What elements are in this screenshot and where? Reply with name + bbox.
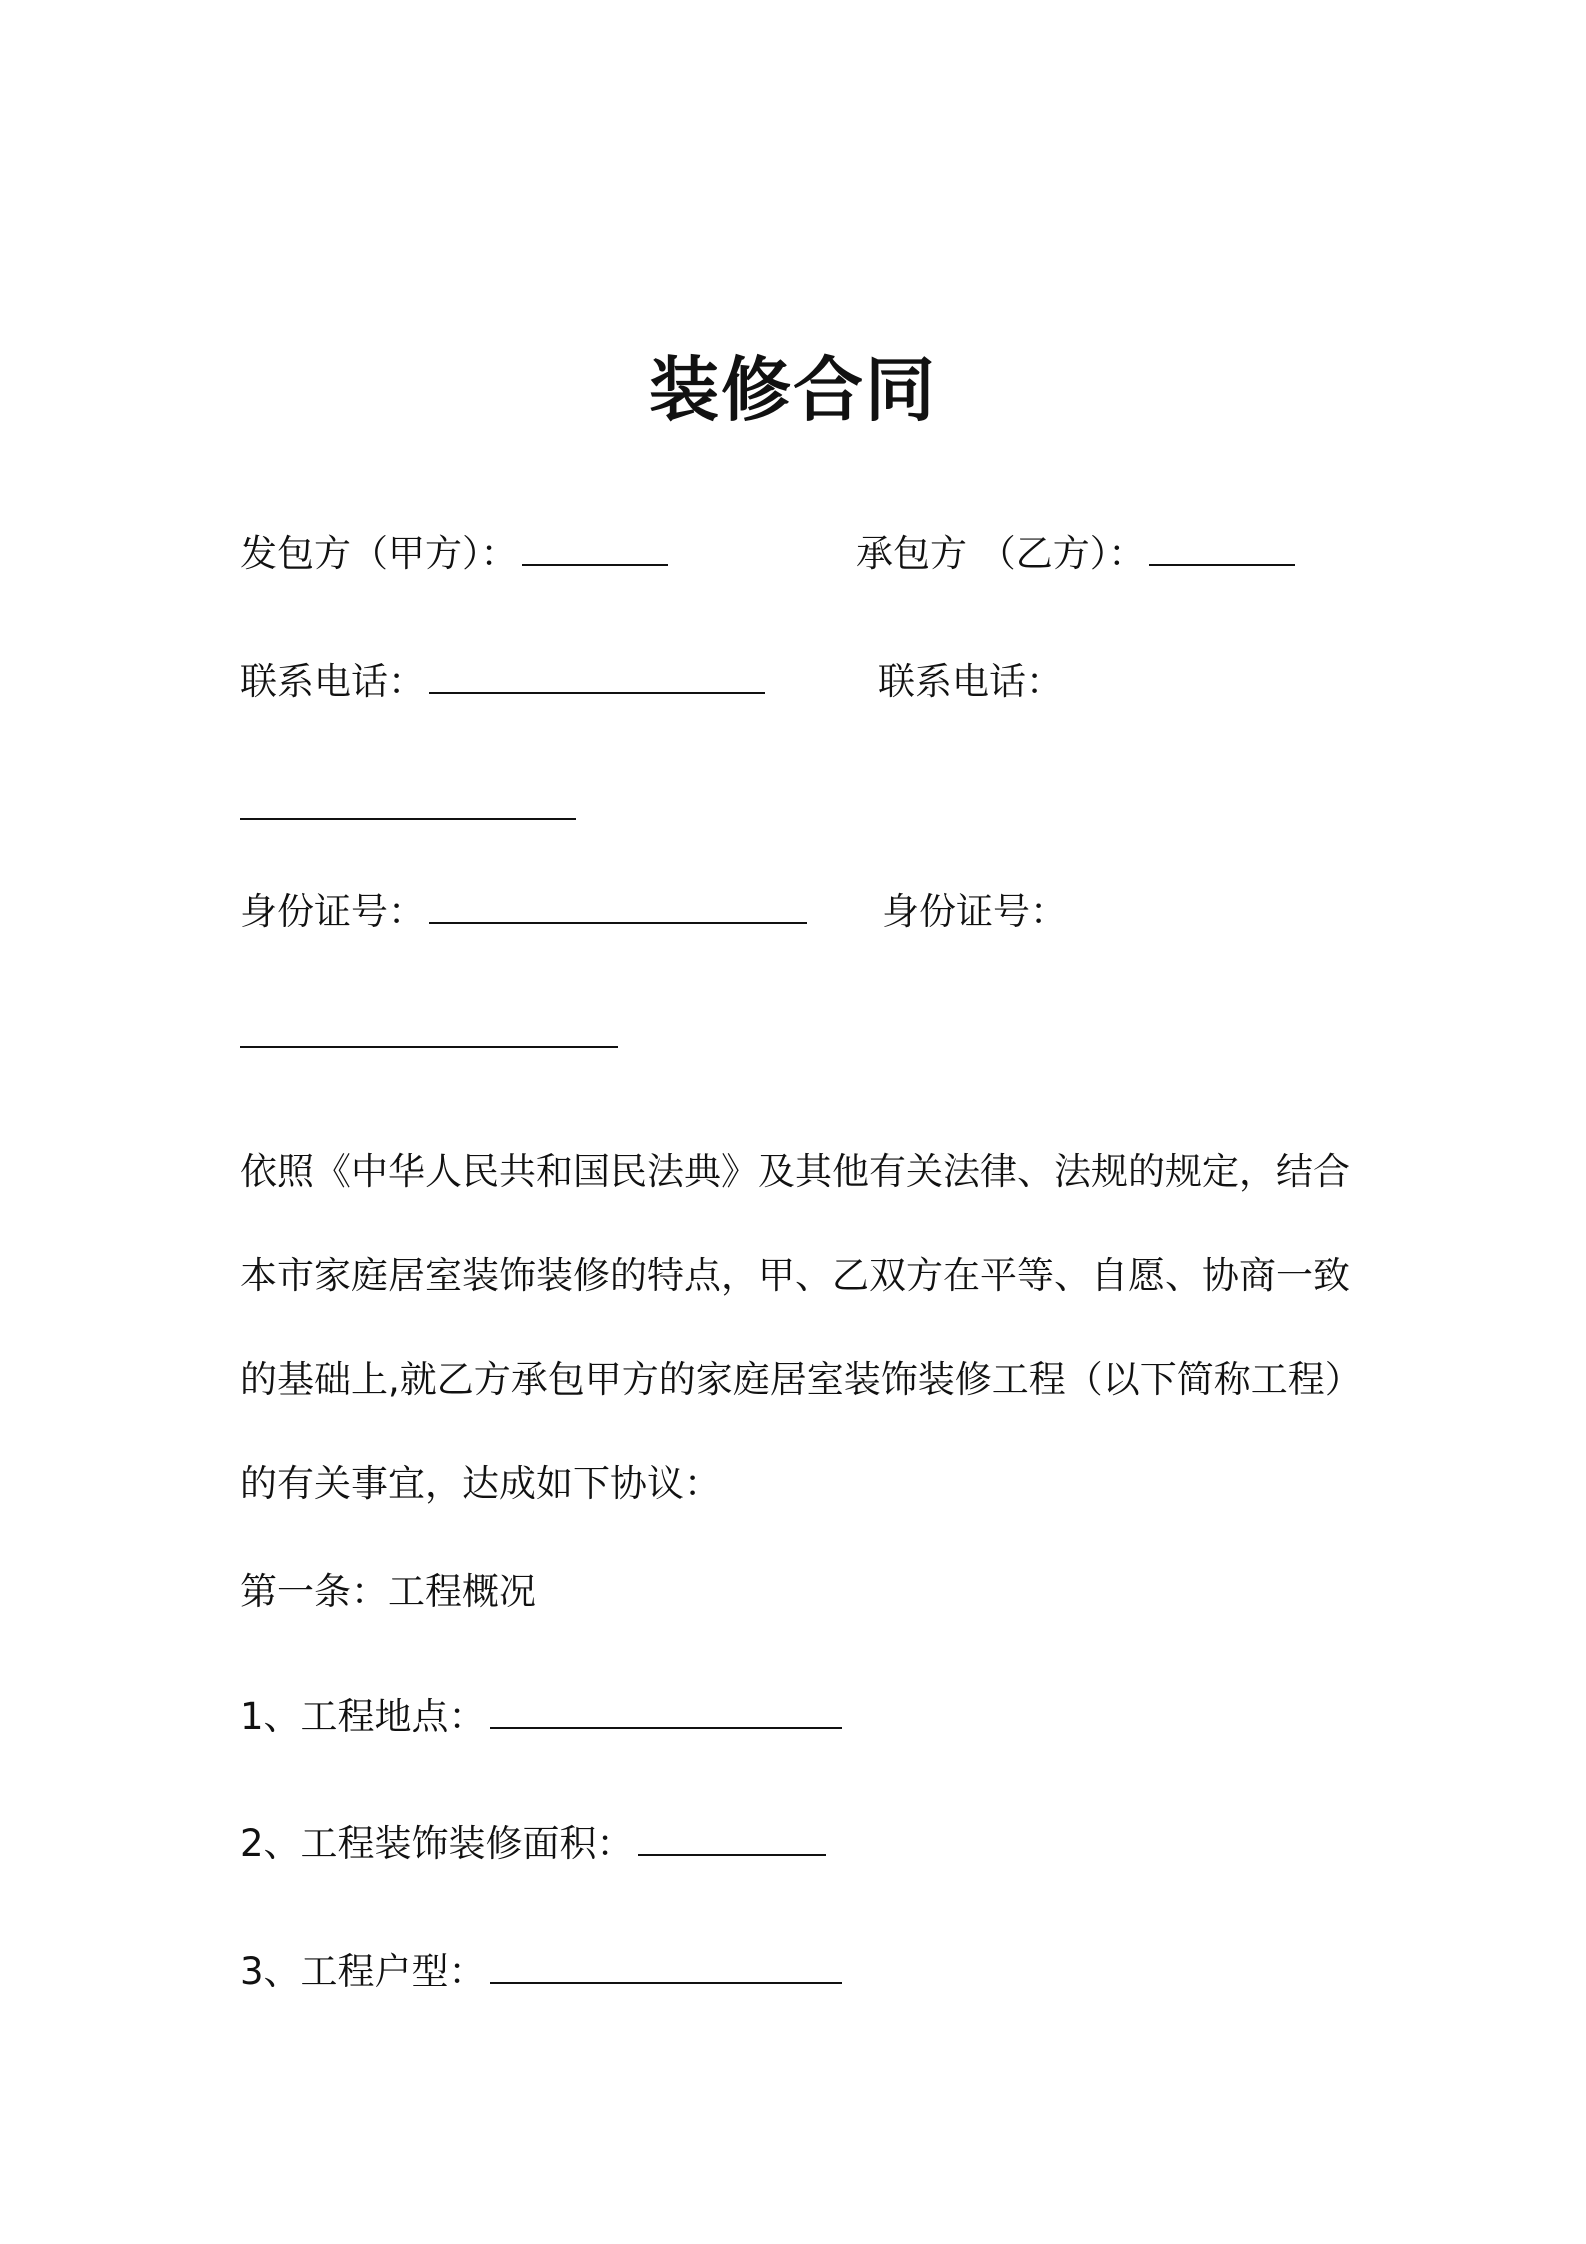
- id-b-blank[interactable]: [240, 1016, 618, 1048]
- id-a-blank[interactable]: [429, 892, 807, 924]
- item-1-blank[interactable]: [490, 1697, 842, 1729]
- intro-paragraph: [240, 1120, 1360, 1536]
- party-a-line: [240, 530, 668, 578]
- item-2-line: [240, 1820, 826, 1868]
- phone-a-line: [240, 658, 765, 706]
- phone-b-blank-line: [240, 784, 576, 832]
- item-1-label: 1、工程地点：: [240, 1695, 486, 1738]
- item-3-line: [240, 1948, 842, 1996]
- phone-a-label: 联系电话：: [240, 660, 425, 703]
- party-b-blank[interactable]: [1149, 534, 1295, 566]
- party-b-line: [856, 530, 1295, 578]
- party-a-blank[interactable]: [522, 534, 668, 566]
- party-b-label: 承包方 （乙方）：: [856, 532, 1146, 575]
- item-2-label: 2、工程装饰装修面积：: [240, 1822, 634, 1865]
- party-a-label: 发包方（甲方）：: [240, 532, 518, 575]
- phone-b-blank[interactable]: [240, 788, 576, 820]
- id-a-label: 身份证号：: [240, 890, 425, 933]
- intro-line: 依照《中华人民共和国民法典》及其他有关法律、法规的规定，结合: [240, 1150, 1350, 1193]
- item-3-blank[interactable]: [490, 1952, 842, 1984]
- item-2-blank[interactable]: [638, 1824, 826, 1856]
- intro-line: 本市家庭居室装饰装修的特点，甲、乙双方在平等、自愿、协商一致: [240, 1254, 1350, 1297]
- intro-line: 的基础上,就乙方承包甲方的家庭居室装饰装修工程（以下简称工程）: [240, 1358, 1362, 1401]
- id-a-line: [240, 888, 807, 936]
- item-3-label: 3、工程户型：: [240, 1950, 486, 1993]
- id-b-line: [882, 888, 1067, 936]
- phone-b-label: 联系电话：: [878, 660, 1063, 703]
- article-1-heading: 第一条：工程概况: [240, 1570, 536, 1613]
- intro-line: 的有关事宜，达成如下协议：: [240, 1462, 721, 1505]
- id-b-blank-line: [240, 1012, 618, 1060]
- phone-a-blank[interactable]: [429, 662, 765, 694]
- page-title: 装修合同: [649, 349, 937, 431]
- id-b-label: 身份证号：: [882, 890, 1067, 933]
- item-1-line: [240, 1693, 842, 1741]
- phone-b-line: [878, 658, 1063, 706]
